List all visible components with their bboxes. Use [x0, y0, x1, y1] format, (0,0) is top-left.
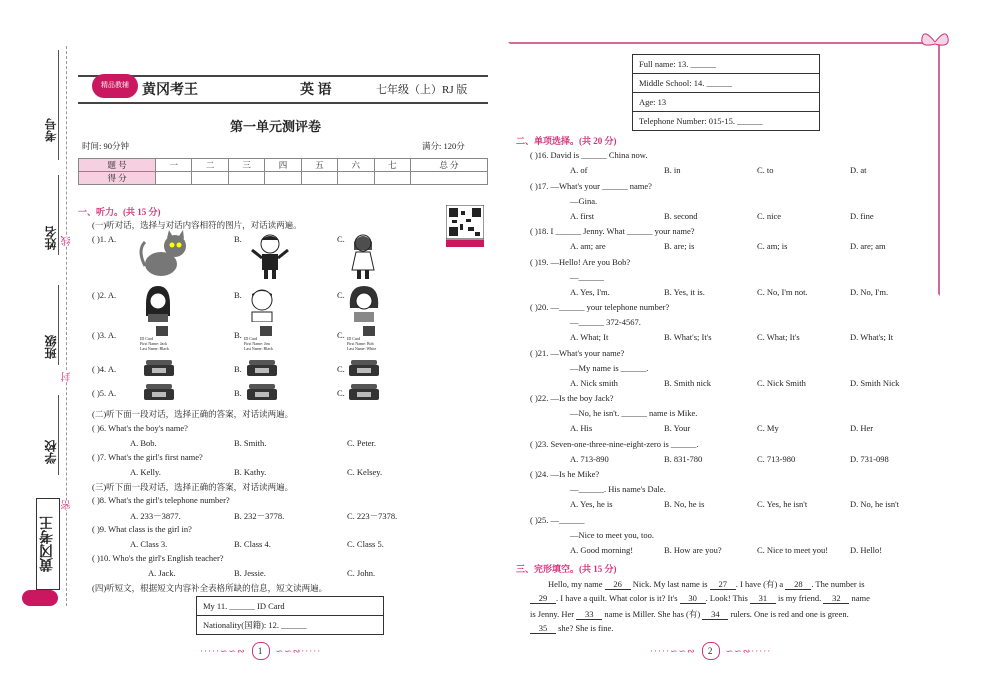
page-number-1: 1 [252, 642, 270, 660]
name-label: 姓名 [44, 226, 58, 250]
q19-option-b[interactable]: B. Yes, it is. [664, 286, 705, 297]
id-card-fill-table [196, 596, 384, 635]
q10-option-c[interactable]: C. John. [347, 568, 376, 578]
girl-figure-icon [348, 232, 378, 280]
question-19-response: —______ [570, 271, 604, 282]
q24-option-a[interactable]: A. Yes, he is [570, 499, 613, 509]
card-photo-icon [156, 326, 168, 336]
q6-option-b[interactable]: B. Smith. [234, 438, 267, 448]
telephone-icon [347, 384, 381, 400]
score-cell[interactable] [374, 172, 410, 185]
option-b-label: B. [234, 364, 242, 374]
score-cell[interactable] [228, 172, 264, 185]
logo-badge: 精品教辅 [92, 74, 138, 98]
header-brand: 黄冈考王 [142, 83, 198, 98]
q22-option-b[interactable]: B. Your [664, 423, 691, 433]
cloze-text: name is Miller. She has (有) [602, 609, 703, 619]
section-single-choice-title: 二、单项选择。(共 20 分) [516, 136, 617, 146]
q24-option-d[interactable]: D. No, he isn't [850, 499, 899, 509]
q24-option-b[interactable]: B. No, he is [664, 499, 705, 509]
question-16: ( )16. David is ______ China now. [530, 150, 648, 160]
question-5: ( )5. A. [92, 388, 117, 398]
fill-row-14[interactable]: Middle School: 14. ______ [633, 74, 819, 93]
page-number-2: 2 [702, 642, 720, 660]
score-head-cell: 五 [301, 159, 337, 172]
cloze-blank-33[interactable]: 33 [576, 609, 602, 620]
q8-option-b[interactable]: B. 232－3778. [234, 511, 285, 521]
question-17: ( )17. —What's your ______ name? [530, 180, 652, 191]
butterfly-icon [920, 28, 950, 56]
telephone-icon [142, 384, 176, 400]
header-subject: 英 语 [300, 83, 332, 98]
exam-time: 时间: 90分钟 [82, 141, 129, 151]
boy-figure-icon [248, 232, 292, 280]
id-card-b [244, 326, 294, 358]
name-field[interactable] [58, 175, 59, 255]
question-17-response: —Gina. [570, 195, 598, 206]
card-last-name: Last Name: White [347, 346, 377, 351]
cloze-text: . The number is [811, 579, 865, 589]
question-25-response: —Nice to meet you, too. [570, 529, 655, 540]
info-row-age: Age: 13 [633, 93, 819, 112]
cloze-line-2 [530, 593, 870, 604]
class-label: 班级 [44, 335, 58, 359]
q21-option-a[interactable]: A. Nick smith [570, 377, 618, 388]
option-b-label: B. [234, 388, 242, 398]
listening-part3-intro: (三)听下面一段对话，选择正确的答案，对话读两遍。 [92, 482, 294, 492]
score-cell[interactable] [156, 172, 192, 185]
cloze-line-1 [548, 578, 865, 590]
exam-full-score: 满分: 120分 [422, 141, 465, 151]
school-field[interactable] [58, 395, 59, 475]
option-c-label: C. [337, 290, 345, 300]
question-10: ( )10. Who's the girl's English teacher? [92, 553, 224, 563]
cloze-line-3 [530, 608, 849, 620]
q9-option-b[interactable]: B. Class 4. [234, 539, 271, 549]
section-listening-title: 一、听力。(共 15 分) [78, 207, 161, 217]
fill-row-15[interactable]: Telephone Number: 015-15. ______ [639, 116, 763, 126]
q23-option-c[interactable]: C. 713-980 [757, 453, 796, 464]
card-photo-icon [363, 326, 375, 336]
option-b-label: B. [234, 290, 242, 300]
q10-option-a[interactable]: A. Jack. [148, 568, 176, 578]
question-2: ( )2. A. [92, 290, 117, 300]
school-label: 学校 [44, 440, 58, 464]
q17-option-b[interactable]: B. second [664, 210, 698, 221]
question-21-response: —My name is ______. [570, 362, 649, 373]
question-4: ( )4. A. [92, 364, 117, 374]
score-table [78, 158, 488, 185]
score-cell[interactable] [410, 172, 487, 185]
q21-option-c[interactable]: C. Nick Smith [757, 377, 806, 388]
card-photo-icon [260, 326, 272, 336]
header-grade: 七年级（上）RJ 版 [376, 84, 468, 96]
q16-option-b[interactable]: B. in [664, 165, 681, 175]
score-head-cell: 三 [228, 159, 264, 172]
personal-info-table [632, 54, 820, 131]
score-head-cell: 七 [374, 159, 410, 172]
section-cloze-title: 三、完形填空。(共 15 分) [516, 564, 617, 574]
fill-row-13[interactable]: Full name: 13. ______ [633, 55, 819, 74]
binding-dashed-line [66, 46, 68, 606]
question-6: ( )6. What's the boy's name? [92, 423, 188, 433]
cloze-text: . I have (有) a [735, 579, 786, 589]
q24-option-c[interactable]: C. Yes, he isn't [757, 499, 808, 509]
card-last-name: Last Name: Black [140, 346, 169, 351]
q20-option-a[interactable]: A. What; It [570, 332, 609, 342]
cloze-blank-26[interactable]: 26 [605, 579, 631, 590]
footer-right: ·····∽∽∾ 2 ∽∽∾····· [650, 642, 771, 660]
score-cell[interactable] [192, 172, 228, 185]
cloze-blank-34[interactable]: 34 [702, 609, 728, 620]
q7-option-a[interactable]: A. Kelly. [130, 467, 161, 477]
exam-number-field[interactable] [58, 50, 59, 160]
option-c-label: C. [337, 234, 345, 244]
cloze-text: is Jenny. Her [530, 609, 577, 619]
q7-option-c[interactable]: C. Kelsey. [347, 467, 383, 477]
seal-line-mark: 线 [62, 236, 73, 246]
question-24: ( )24. —Is he Mike? [530, 469, 600, 479]
q23-option-d[interactable]: D. 731-098 [850, 453, 889, 464]
q9-option-a[interactable]: A. Class 3. [130, 539, 168, 549]
cat-icon [137, 230, 197, 280]
score-head-cell: 六 [338, 159, 374, 172]
score-head-cell: 题 号 [79, 159, 156, 172]
class-field[interactable] [58, 285, 59, 365]
q20-option-d[interactable]: D. What's; It [850, 332, 894, 342]
score-row-label: 得 分 [79, 172, 156, 185]
q21-option-d[interactable]: D. Smith Nick [850, 377, 900, 388]
score-head-cell: 一 [156, 159, 192, 172]
cloze-text: rulers. One is red and one is green. [728, 609, 849, 619]
q18-option-c[interactable]: C. am; is [757, 241, 788, 251]
footer-left: ·····∽∽∾ 1 ∽∽∾····· [200, 642, 321, 660]
telephone-icon [142, 360, 176, 376]
q18-option-a[interactable]: A. am; are [570, 241, 606, 251]
cloze-blank-32[interactable]: 32 [823, 593, 849, 604]
q18-option-d[interactable]: D. are; am [850, 241, 886, 251]
q25-option-a[interactable]: A. Good morning! [570, 544, 634, 555]
qr-code-icon [446, 205, 484, 247]
q16-option-c[interactable]: C. to [757, 165, 774, 175]
q23-option-b[interactable]: B. 831-780 [664, 453, 703, 464]
question-18: ( )18. I ______ Jenny. What ______ your name? [530, 226, 695, 236]
q22-option-d[interactable]: D. Her [850, 423, 874, 433]
q16-option-d[interactable]: D. at [850, 165, 867, 175]
q7-option-b[interactable]: B. Kathy. [234, 467, 267, 477]
id-card-a [140, 326, 190, 358]
question-20: ( )20. —______ your telephone number? [530, 302, 670, 312]
cloze-blank-30[interactable]: 30 [680, 593, 706, 604]
question-9: ( )9. What class is the girl in? [92, 524, 192, 534]
exam-number-label: 考号 [44, 118, 58, 142]
q17-option-d[interactable]: D. fine [850, 210, 874, 221]
option-c-label: C. [337, 364, 345, 374]
score-cell[interactable] [338, 172, 374, 185]
q25-option-d[interactable]: D. Hello! [850, 544, 883, 555]
question-21: ( )21. —What's your name? [530, 347, 625, 358]
q19-option-a[interactable]: A. Yes, I'm. [570, 286, 610, 297]
q19-option-d[interactable]: D. No, I'm. [850, 286, 889, 297]
listening-part2-intro: (二)听下面一段对话，选择正确的答案，对话读两遍。 [92, 409, 294, 419]
brand-vertical: 黄冈考王 [36, 498, 60, 590]
q22-option-a[interactable]: A. His [570, 423, 593, 433]
cloze-text: . I have a quilt. What color is it? It's [556, 593, 680, 603]
score-head-cell: 四 [265, 159, 301, 172]
cloze-text: is my friend. [775, 593, 824, 603]
option-c-label: C. [337, 330, 345, 340]
q25-option-b[interactable]: B. How are you? [664, 544, 722, 555]
brand-logo-icon [22, 590, 58, 606]
option-b-label: B. [234, 234, 242, 244]
cloze-text: name [849, 593, 870, 603]
fill-row-12[interactable]: Nationality(国籍): 12. ______ [203, 620, 307, 630]
q23-option-a[interactable]: A. 713-890 [570, 453, 609, 464]
q21-option-b[interactable]: B. Smith nick [664, 377, 711, 388]
card-first-name: First Name: Jim [244, 341, 270, 346]
question-22-response: —No, he isn't. ______ name is Mike. [570, 408, 698, 418]
seal-feng-mark: 封 [62, 372, 73, 382]
listening-part1-intro: (一)听对话，选择与对话内容相符的图片，对话读两遍。 [92, 220, 302, 230]
question-25: ( )25. —______ [530, 514, 585, 525]
q25-option-c[interactable]: C. Nice to meet you! [757, 544, 829, 555]
woman-portrait-icon [142, 286, 174, 322]
card-title: ID Card [140, 336, 153, 341]
q20-option-b[interactable]: B. What's; It's [664, 332, 712, 342]
card-title: ID Card [244, 336, 257, 341]
cloze-text: Nick. My last name is [630, 579, 710, 589]
question-20-response: —______ 372-4567. [570, 317, 641, 327]
question-23: ( )23. Seven-one-three-nine-eight-zero is ______. [530, 438, 699, 449]
option-c-label: C. [337, 388, 345, 398]
q8-option-a[interactable]: A. 233－3877. [130, 511, 181, 521]
question-19: ( )19. —Hello! Are you Bob? [530, 256, 631, 267]
score-head-cell: 总 分 [410, 159, 487, 172]
option-b-label: B. [234, 330, 242, 340]
seal-mi-mark: 密 [62, 500, 73, 510]
q17-option-c[interactable]: C. nice [757, 210, 782, 221]
question-22: ( )22. —Is the boy Jack? [530, 393, 614, 403]
score-head-cell: 二 [192, 159, 228, 172]
q8-option-c[interactable]: C. 223－7378. [347, 511, 398, 521]
question-8: ( )8. What's the girl's telephone number? [92, 495, 230, 505]
cloze-blank-28[interactable]: 28 [785, 579, 811, 590]
q17-option-a[interactable]: A. first [570, 210, 595, 221]
cloze-text: she? She is fine. [556, 623, 614, 633]
score-cell[interactable] [301, 172, 337, 185]
q9-option-c[interactable]: C. Class 5. [347, 539, 384, 549]
question-3: ( )3. A. [92, 330, 117, 340]
cloze-blank-29[interactable]: 29 [530, 593, 556, 604]
card-first-name: First Name: Jack [140, 341, 168, 346]
question-24-response: —______. His name's Dale. [570, 484, 666, 494]
page-title: 第一单元测评卷 [230, 119, 322, 134]
q6-option-a[interactable]: A. Bob. [130, 438, 157, 448]
card-first-name: First Name: Bob [347, 341, 374, 346]
q19-option-c[interactable]: C. No, I'm not. [757, 286, 808, 297]
fill-row-11[interactable]: My 11. ______ ID Card [197, 597, 383, 616]
question-7: ( )7. What's the girl's first name? [92, 452, 203, 462]
telephone-icon [245, 360, 279, 376]
q10-option-b[interactable]: B. Jessie. [234, 568, 266, 578]
card-last-name: Last Name: Black [244, 346, 273, 351]
question-1: ( )1. A. [92, 234, 117, 244]
cloze-line-4 [530, 623, 613, 634]
telephone-icon [245, 384, 279, 400]
boy-portrait-icon [246, 286, 278, 322]
card-title: ID Card [347, 336, 360, 341]
cloze-blank-35[interactable]: 35 [530, 623, 556, 634]
cloze-text: . Look! This [705, 593, 750, 603]
cloze-text: Hello, my name [548, 579, 605, 589]
q6-option-c[interactable]: C. Peter. [347, 438, 377, 448]
id-card-c [347, 326, 397, 358]
cloze-blank-27[interactable]: 27 [710, 579, 736, 590]
q20-option-c[interactable]: C. What; It's [757, 332, 800, 342]
telephone-icon [347, 360, 381, 376]
cloze-blank-31[interactable]: 31 [750, 593, 776, 604]
score-cell[interactable] [265, 172, 301, 185]
listening-part4-intro: (四)听短文，根据短文内容补全表格所缺的信息，短文读两遍。 [92, 583, 328, 593]
q18-option-b[interactable]: B. are; is [664, 241, 695, 251]
girl-portrait-icon [348, 286, 380, 322]
q16-option-a[interactable]: A. of [570, 165, 588, 175]
q22-option-c[interactable]: C. My [757, 423, 779, 433]
